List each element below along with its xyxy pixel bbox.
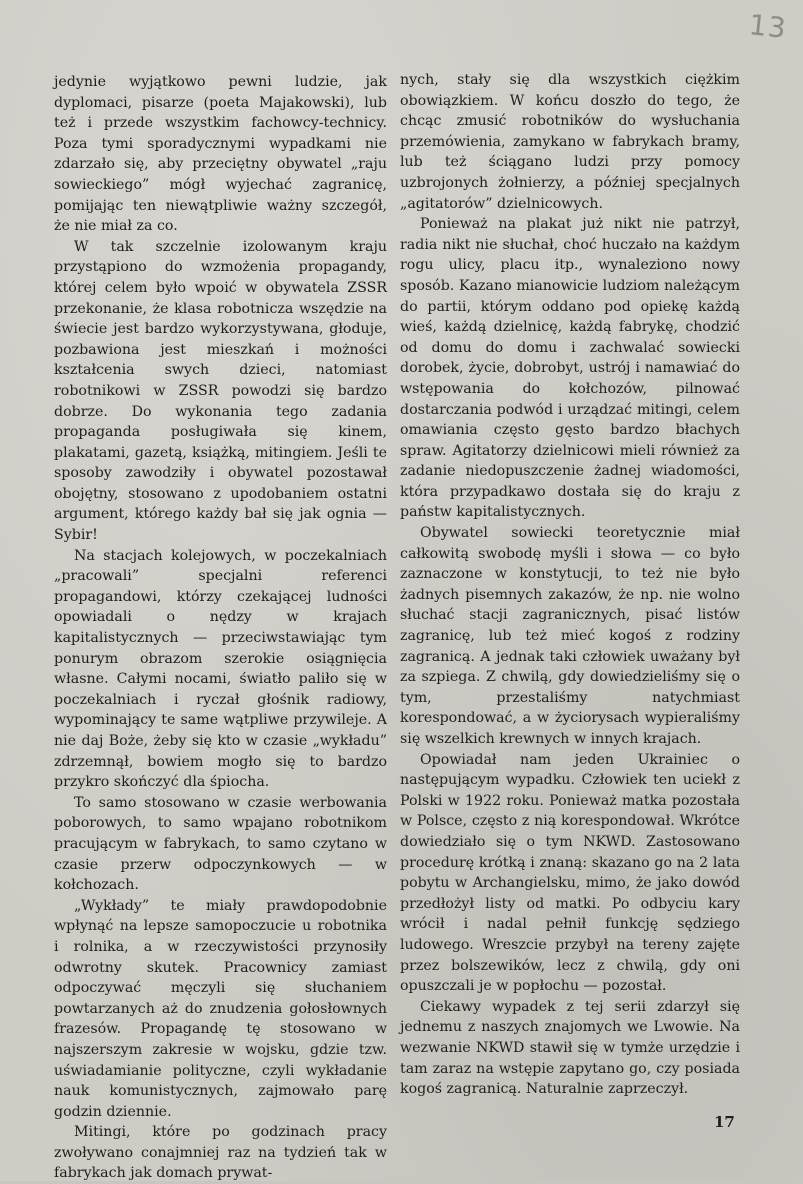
paragraph: nych, stały się dla wszystkich ciężkim obowiązkiem. W końcu doszło do tego, że chcąc zmusić robotników do wysłuchania przemówienia, zamykano w fabrykach bramy, lub też ściągano ludzi przy pomocy uzbrojonych żołnierzy, a później specjalnych „agitatorów” dzielnicowych.	[400, 72, 740, 212]
page-number: 17	[714, 1113, 735, 1131]
right-column	[400, 70, 740, 1100]
paragraph: Opowiadał nam jeden Ukrainiec o następującym wypadku. Człowiek ten uciekł z Polski w 1922 roku. Ponieważ matka pozostała w Polsce, często z nią korespondował. Wkrótce dowiedziało się o tym NKWD. Zastosowano procedurę krótką i znaną: skazano go na 2 lata pobytu w Archangielsku, mimo, że jako dowód przedłożył listy od matki. Po odbyciu kary wrócił i nadal pełnił funkcję sędziego ludowego. Wreszcie przybył na tereny zajęte przez bolszewików, lecz z chwilą, gdy oni opuszczali je w popłochu — pozostał.	[400, 751, 740, 995]
paragraph: jedynie wyjątkowo pewni ludzie, jak dyplomaci, pisarze (poeta Majakowski), lub też i przede wszystkim fachowcy-technicy. Poza tymi sporadycznymi wypadkami nie zdarzało się, aby przeciętny obywatel „raju sowieckiego” mógł wyjechać zagranicę, pomijając ten niewątpliwie ważny szczegół, że nie miał za co.	[54, 74, 387, 235]
paragraph: Mitingi, które po godzinach pracy zwoływano conajmniej raz na tydzień tak w fabrykach jak domach prywat-	[54, 1124, 387, 1182]
paragraph: To samo stosowano w czasie werbowania poborowych, to samo wpajano robotnikom pracującym w fabrykach, to samo czytano w czasie przerw odpoczynkowych — w kołchozach.	[54, 794, 387, 894]
paragraph: Ponieważ na plakat już nikt nie patrzył, radia nikt nie słuchał, choć huczało na każdym rogu ulicy, placu itp., wynaleziono nowy sposób. Kazano mianowicie ludziom należącym do partii, którym oddano pod opiekę każdą wieś, każdą dzielnicę, każdą fabrykę, chodzić od domu do domu i zachwalać sowiecki dorobek, życie, dobrobyt, ustrój i namawiać do wstępowania do kołchozów, pilnować dostarczania podwód i urządzać mitingi, celem omawiania często gęsto bardzo błachych spraw. Agitatorzy dzielnicowi mieli również za zadanie niedopuszczenie żadnej wiadomości, która przypadkawo dostała się do kraju z państw kapitalistycznych.	[400, 216, 740, 521]
paragraph: „Wykłady” te miały prawdopodobnie wpłynąć na lepsze samopoczucie u robotnika i rolnika, a w rzeczywistości przynosiły odwrotny skutek. Pracownicy zamiast odpoczywać męczyli się słuchaniem powtarzanych aż do znudzenia gołosłownych frazesów. Propagandę tę stosowano w najszerszym zakresie w wojsku, gdzie tzw. uświadamianie polityczne, czyli wykładanie nauk komunistycznych, zajmowało parę godzin dziennie.	[54, 897, 387, 1120]
left-column	[54, 72, 387, 1184]
paragraph: W tak szczelnie izolowanym kraju przystąpiono do wzmożenia propagandy, której celem było wpoić w obywatela ZSSR przekonanie, że klasa robotnicza wszędzie na świecie jest bardzo wykorzystywana, głoduje, pozbawiona jest mieszkań i możności kształcenia swych dzieci, natomiast robotnikowi w ZSSR powodzi się bardzo dobrze. Do wykonania tego zadania propaganda posługiwała się kinem, plakatami, gazetą, książką, mitingiem. Jeśli te sposoby zawodziły i obywatel pozostawał obojętny, stosowano z upodobaniem ostatni argument, którego każdy bał się jak ognia — Sybir!	[54, 238, 387, 544]
paragraph: Na stacjach kolejowych, w poczekalniach „pracowali” specjalni referenci propagandowi, którzy czekającej ludności opowiadali o nędzy w krajach kapitalistycznych — przeciwstawiając tym ponurym obrazom szerokie osiągnięcia własne. Całymi nocami, światło paliło się w poczekalniach i ryczał głośnik radiowy, wypominający te same wątpliwe przywileje. A nie daj Boże, żeby się kto w czasie „wykładu” zdrzemnął, bowiem mogło się to bardzo przykro skończyć dla śpiocha.	[54, 547, 387, 791]
paragraph: Ciekawy wypadek z tej serii zdarzył się jednemu z naszych znajomych we Lwowie. Na wezwanie NKWD stawił się w tymże urzędzie i tam zaraz na wstępie zapytano go, czy posiada kogoś zagranicą. Naturalnie zaprzeczył.	[400, 998, 740, 1098]
paragraph: Obywatel sowiecki teoretycznie miał całkowitą swobodę myśli i słowa — co było zaznaczone w konstytucji, to też nie było żadnych pisemnych zakazów, że np. nie wolno słuchać stacji zagranicznych, pisać listów zagranicę, lub też mieć kogoś z rodziny zagranicą. A jednak taki człowiek uważany był za szpiega. Z chwilą, gdy dowiedzieliśmy się o tym, przestaliśmy natychmiast korespondować, a w życiorysach wypieraliśmy się wszelkich krewnych w innych krajach.	[400, 525, 740, 747]
handwritten-page-mark: 13	[747, 8, 789, 45]
